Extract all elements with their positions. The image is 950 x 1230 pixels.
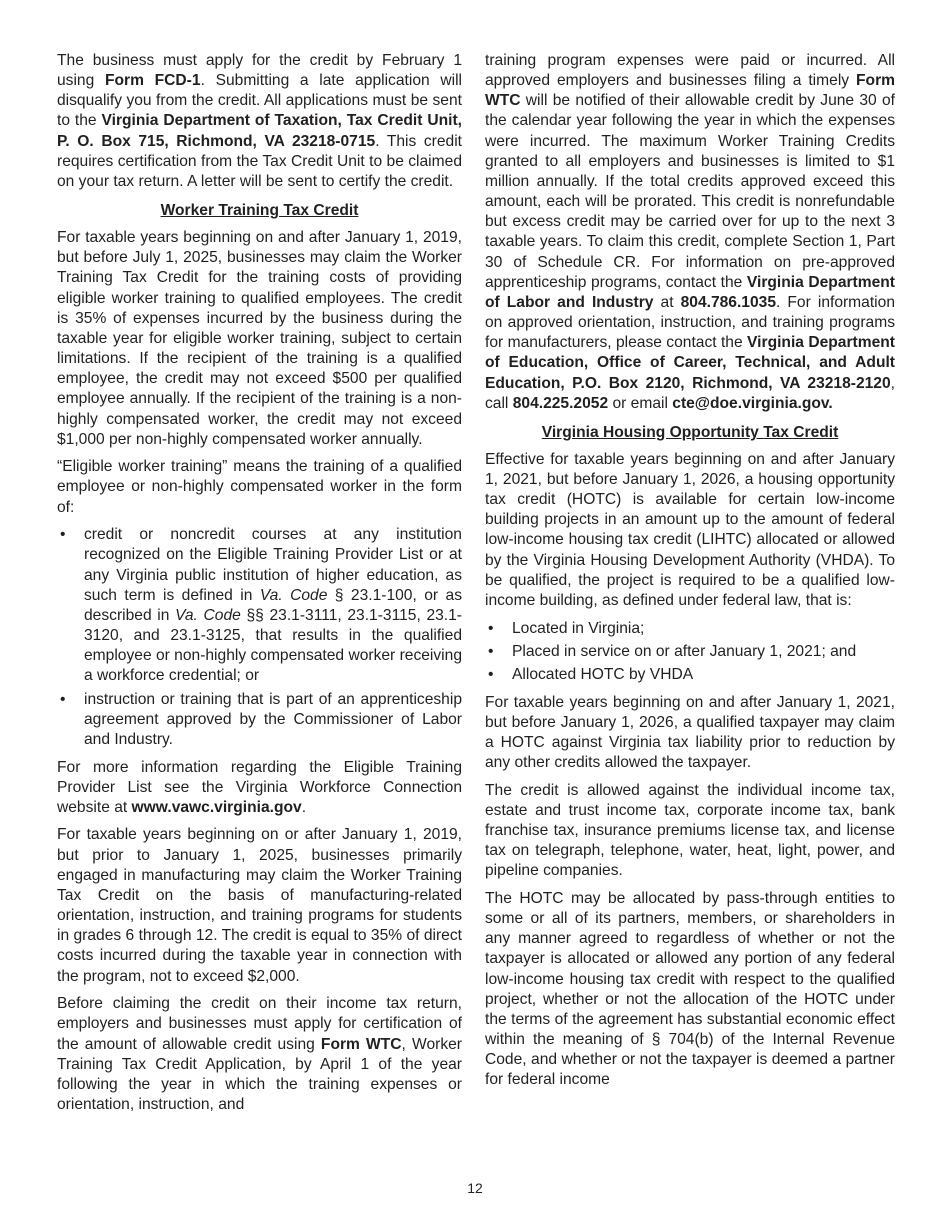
text: . For information on approved orientation, instruction, and training programs for manufacturers, please contact the [485, 293, 895, 352]
bullet-list [485, 619, 895, 685]
bold-text: Virginia Department of Education, Office of Career, Technical, and Adult Education, P.O. Box 2120, Richmond, VA 23218-2120 [485, 334, 895, 392]
paragraph [57, 994, 462, 1115]
text: Effective for taxable years beginning on and after January 1, 2021, but before January 1, 2026, a housing opportunity tax credit (HOTC) is available for certain low-income building projects in an amount up to the amount of federal low-income housing tax credit (LIHTC) allocated or allowed by the Virginia Housing Development Authority (VHDA). To be qualified, the project is required to be a qualified low-income building, as defined under federal law, that is: [485, 450, 895, 609]
paragraph [57, 825, 462, 986]
text: will be notified of their allowable credit by June 30 of the calendar year following the year in which the expenses were incurred. The maximum Worker Training Credits granted to all employers and businesses is limited to $1 million annually. If the total credits approved exceed this amount, each will be prorated. This credit is nonrefundable but excess credit may be carried over for up to the next 3 taxable years. To claim this credit, complete Section 1, Part 30 of Schedule CR. For information on pre-approved apprenticeship programs, contact the [485, 92, 895, 291]
text: . This credit requires certification from the Tax Credit Unit to be claimed on your tax return. A letter will be sent to certify the credit. [57, 132, 462, 190]
text: For taxable years beginning on and after January 1, 2019, but before July 1, 2025, businesses may claim the Worker Training Tax Credit for the training costs of providing eligible worker training to qualified employees. The credit is 35% of expenses incurred by the business during the taxable year for eligible worker training, subject to certain limitations. If the recipient of the training is a qualified employee, the credit may not exceed $500 per qualified employee annually. If the recipient of the training is a non-highly compensated worker, the credit may not exceed $1,000 per non-highly compensated worker annually. [57, 229, 462, 448]
bold-text: Form WTC [320, 1035, 402, 1053]
list-item [485, 642, 895, 662]
text: For taxable years beginning on or after January 1, 2019, but prior to January 1, 2025, businesses primarily engaged in manufacturing may claim the Worker Training Tax Credit on the basis of manufacturing-related orientation, instruction, and training programs for students in grades 6 through 12. The credit is equal to 35% of direct costs incurred during the taxable year in connection with the program, not to exceed $2,000. [57, 826, 462, 985]
text: §§ 23.1-3111, 23.1-3115, 23.1-3120, and 23.1-3125, that results in the qualified employee or non-highly compensated worker receiving a workforce credential; or [84, 606, 462, 685]
bullet-list [57, 525, 462, 750]
text: credit or noncredit courses at any institution recognized on the Eligible Training Provider List or at any Virginia public institution of higher education, as such term is defined in [84, 526, 462, 604]
text: Placed in service on or after January 1, 2021; and [512, 642, 857, 660]
text: Located in Virginia; [512, 619, 645, 637]
text: or email [608, 394, 673, 412]
text: For taxable years beginning on and after January 1, 2021, but before January 1, 2026, a qualified taxpayer may claim a HOTC against Virginia tax liability prior to reduction by any other credits allowed the taxpayer. [485, 693, 895, 771]
paragraph [57, 758, 462, 818]
text: , Worker Training Tax Credit Application, by April 1 of the year following the year in which the training expenses or orientation, instruction, and [57, 1035, 462, 1113]
text: “Eligible worker training” means the training of a qualified employee or non-highly compensated worker in the form of: [57, 458, 462, 516]
text: Worker Training Tax Credit [160, 202, 359, 220]
text: For more information regarding the Eligible Training Provider List see the Virginia Workforce Connection website at [57, 758, 462, 816]
paragraph [485, 450, 895, 611]
paragraph [485, 51, 895, 414]
text: . [301, 798, 307, 816]
paragraph [485, 781, 895, 882]
bold-text: Virginia Department of Taxation, Tax Credit Unit, P. O. Box 715, Richmond, VA 23218-0715 [57, 112, 462, 150]
bold-text: 804.786.1035 [680, 293, 776, 311]
text: Virginia Housing Opportunity Tax Credit [541, 423, 839, 441]
text: Before claiming the credit on their income tax return, employers and businesses must apply for certification of the amount of allowable credit using [57, 995, 462, 1053]
page-number: 12 [467, 1180, 483, 1196]
text: Allocated HOTC by VHDA [512, 665, 694, 683]
paragraph [57, 457, 462, 517]
text: training program expenses were paid or incurred. All approved employers and businesses filing a timely [485, 52, 895, 90]
bold-text: Form FCD-1 [104, 72, 201, 90]
section-heading [57, 201, 462, 221]
paragraph [57, 228, 462, 450]
right-column [485, 51, 895, 1098]
list-item [485, 619, 895, 639]
text: The credit is allowed against the individual income tax, estate and trust income tax, corporate income tax, bank franchise tax, insurance premiums license tax, and license tax on telegraph, telephone, water, heat, light, power, and pipeline companies. [485, 781, 895, 880]
paragraph [485, 693, 895, 774]
italic-text: Va. Code [259, 586, 328, 604]
text: § 23.1-100, or as described in [84, 586, 462, 624]
bold-text: www.vawc.virginia.gov [131, 798, 302, 816]
text: , call [485, 374, 895, 412]
paragraph [57, 51, 462, 192]
list-item [57, 690, 462, 750]
list-item [57, 525, 462, 686]
text: instruction or training that is part of an apprenticeship agreement approved by the Commissioner of Labor and Industry. [84, 690, 462, 748]
text: . Submitting a late application will disqualify you from the credit. All applications must be sent to the [57, 72, 462, 130]
list-item [485, 665, 895, 685]
section-heading [485, 423, 895, 443]
text: at [653, 293, 681, 311]
bold-text: cte@doe.virginia.gov. [672, 394, 833, 412]
text: The HOTC may be allocated by pass-through entities to some or all of its partners, members, or shareholders in any manner agreed to regardless of whether or not the taxpayer is allocated or allowed any portion of any federal low-income housing tax credit with respect to the qualified project, whether or not the allocation of the HOTC under the terms of the agreement has substantial economic effect within the meaning of § 704(b) of the Internal Revenue Code, and whether or not the taxpayer is deemed a partner for federal income [485, 889, 895, 1089]
text: The business must apply for the credit by February 1 using [57, 52, 462, 90]
bold-text: Form WTC [485, 72, 895, 110]
bold-text: Virginia Department of Labor and Industry [485, 273, 896, 311]
paragraph [485, 889, 895, 1091]
bold-text: 804.225.2052 [512, 394, 609, 412]
italic-text: Va. Code [175, 606, 241, 624]
left-column [57, 51, 462, 1123]
